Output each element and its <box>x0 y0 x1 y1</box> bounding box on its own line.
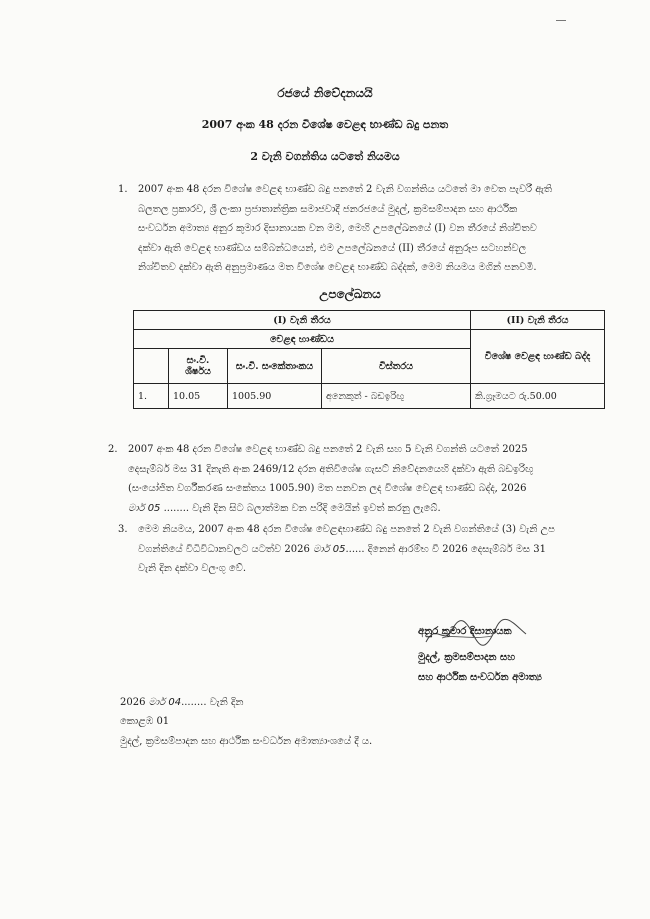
para3-prefix: වගන්තියේ විධිවිධානවලට යටත්ව 2026 <box>138 543 314 555</box>
col1-header: (I) වැනි තීරය <box>134 311 471 330</box>
para2-suffix: ........ වැනි දින සිට බලාත්මක වන පරිදි මෙයින් ඉවත් කරනු ලැබේ. <box>163 502 441 514</box>
para2-line: දෙසැම්බර් මස 31 දිනැති අංක 2469/12 දරන අතිවිශේෂ ගැසට් නිවේදනයෙහි දක්වා ඇති බඩඉරිඟු <box>128 463 534 475</box>
para3-number: 3. <box>118 524 128 535</box>
issue-place: කොළඹ 01 <box>120 716 170 727</box>
para1 <box>138 180 606 278</box>
page-title: රජයේ නිවේදනයයි <box>277 86 373 100</box>
goods-header: වෙළඳ භාණ්ඩය <box>134 330 471 349</box>
issue-date <box>120 697 244 708</box>
tax-header: විශේෂ වෙළඳ භාණ්ඩ බද්ද <box>471 330 605 384</box>
para1-line: දක්වා ඇති වෙළඳ භාණ්ඩය සම්බන්ධයෙන්, එම උපලේඛනයේ (II) තීරයේ අනුරූප සටහන්වල <box>138 242 527 254</box>
para3-line: මෙම නියමය, 2007 අංක 48 දරන විශේෂ වෙළඳභාණ්ඩ බදු පනතේ 2 වැනි වගන්තියේ (3) වැනි උප <box>138 524 555 535</box>
handwritten-date: මාර් 05 <box>313 543 346 555</box>
hs-heading-header: සං.වි. ශීර්ෂය <box>169 349 228 384</box>
handwritten-date: මාර් 05 <box>128 502 161 514</box>
para2-line: 2007 අංක 48 දරන විශේෂ වෙළඳ භාණ්ඩ බදු පනතේ 2 වැනි සහ 5 වැනි වගන්ති යටතේ 2025 <box>128 444 528 455</box>
para1-line: බලතල ප්‍රකාරව, ශ්‍රී ලංකා ප්‍රජාතාන්ත්‍රික සමාජවාදී ජනරජයේ මුදල්, ක්‍රමසම්පාදන සහ ආර්ථික <box>138 203 518 215</box>
signatory-title-2: සහ ආර්ථික සංවර්ධන අමාත්‍ය <box>418 672 542 683</box>
para3-line <box>138 540 606 560</box>
para1-line: 2007 අංක 48 දරන විශේෂ වෙළඳ භාණ්ඩ බදු පනතේ 2 වැනි වගන්තිය යටතේ මා වෙත පැවරී ඇති <box>138 184 553 195</box>
handwritten-date: මාර් 04 <box>148 697 182 708</box>
para2-number: 2. <box>108 444 118 455</box>
corner-mark <box>556 20 566 27</box>
para1-number: 1. <box>118 184 128 195</box>
hs-code-header: සං.වි. සංකේතාංකය <box>228 349 322 384</box>
act-subtitle: 2007 අංක 48 දරන විශේෂ වෙළඳ භාණ්ඩ බදු පනත <box>201 118 449 131</box>
row-number: 1. <box>134 384 169 409</box>
description-header: විස්තරය <box>322 349 471 384</box>
col2-header: (II) වැනි තීරය <box>471 311 605 330</box>
row-code: 1005.90 <box>228 384 322 409</box>
blank-cell <box>134 349 169 384</box>
date-prefix: 2026 <box>120 697 149 708</box>
para3-suffix: ...... දිනෙන් ආරම්භ වී 2026 දෙසැම්බර් මස 31 <box>345 543 546 555</box>
date-suffix: ........ වැනි දින <box>181 697 244 708</box>
ministry-line: මුදල්, ක්‍රමසම්පාදන සහ ආර්ථික සංවර්ධන අමාත්‍යාංශයේ දී ය. <box>120 736 373 747</box>
table-row <box>134 384 605 409</box>
row-description: අනෙකුත් - බඩඉරිඟු <box>322 384 471 409</box>
row-heading: 10.05 <box>169 384 228 409</box>
row-tax: කි.ග්‍රෑමයට රු.50.00 <box>471 384 605 409</box>
para3-line: වැනි දින දක්වා වලංගු වේ. <box>138 563 247 574</box>
para1-line: සංවර්ධන අමාත්‍ය අනුර කුමාර දිසානායක වන මම, මෙහි උපලේඛනයේ (I) වන තීරයේ නිශ්චිතව <box>138 223 537 234</box>
para3 <box>138 520 606 579</box>
para1-line: නිශ්චිතව දක්වා ඇති අනුප්‍රමාණය මත විශේෂ වෙළඳ භාණ්ඩ බද්දක්, මෙම නියමය මගින් පනවමි. <box>138 262 537 273</box>
para2 <box>128 440 606 518</box>
schedule-table <box>133 310 605 409</box>
para2-line: (සංයෝජිත වර්ගීකරණ සංකේතය 1005.90) මත පනවන ලද විශේෂ වෙළඳ භාණ්ඩ බද්ද, 2026 <box>128 483 527 494</box>
para2-line-last <box>128 499 606 519</box>
signatory-title-1: මුදල්, ක්‍රමසම්පාදන සහ <box>418 652 516 663</box>
schedule-title: උපලේඛනය <box>319 287 381 301</box>
rule-title: 2 වැනි වගන්තිය යටතේ නියමය <box>250 150 400 163</box>
signatory-name: අනුර කුමාර දිසානායක <box>418 626 512 637</box>
